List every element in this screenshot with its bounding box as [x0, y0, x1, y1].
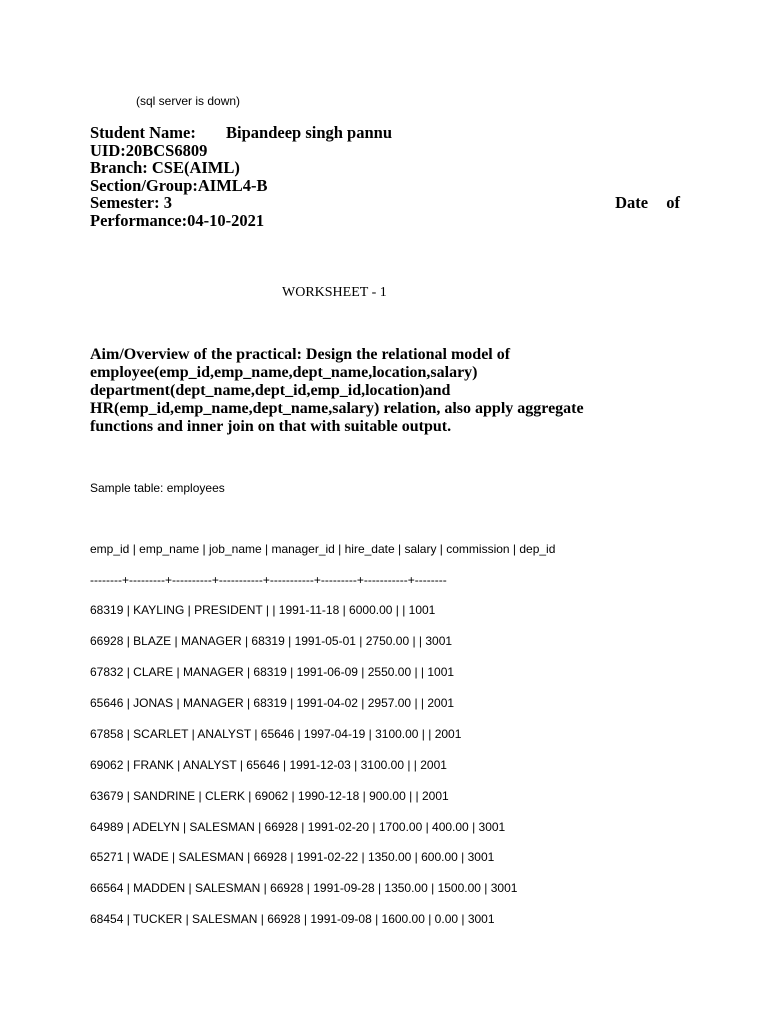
sample-table-title: Sample table: employees — [90, 481, 225, 495]
table-row: 66928 | BLAZE | MANAGER | 68319 | 1991-05-01 | 2750.00 | | 3001 — [90, 634, 453, 648]
table-row: 67832 | CLARE | MANAGER | 68319 | 1991-06-09 | 2550.00 | | 1001 — [90, 665, 455, 679]
aim-line: department(dept_name,dept_id,emp_id,location)and — [90, 382, 451, 399]
branch-line: Branch: CSE(AIML) — [90, 158, 240, 178]
table-row: 68454 | TUCKER | SALESMAN | 66928 | 1991-09-08 | 1600.00 | 0.00 | 3001 — [90, 912, 495, 926]
table-row: 68319 | KAYLING | PRESIDENT | | 1991-11-18 | 6000.00 | | 1001 — [90, 603, 436, 617]
table-row: 69062 | FRANK | ANALYST | 65646 | 1991-12-03 | 3100.00 | | 2001 — [90, 758, 447, 772]
date-label: Date of — [615, 193, 680, 213]
aim-line: functions and inner join on that with suitable output. — [90, 418, 452, 435]
student-info-header — [90, 124, 680, 230]
worksheet-title: WORKSHEET - 1 — [282, 285, 387, 300]
aim-line: HR(emp_id,emp_name,dept_name,salary) relation, also apply aggregate — [90, 400, 584, 417]
semester-line — [90, 194, 680, 212]
table-header: emp_id | emp_name | job_name | manager_id | hire_date | salary | commission | dep_id — [90, 542, 556, 556]
aim-line: Aim/Overview of the practical: Design the relational model of — [90, 346, 511, 363]
performance-line: Performance:04-10-2021 — [90, 210, 265, 230]
student-name-value: Bipandeep singh pannu — [226, 123, 393, 142]
server-note: (sql server is down) — [136, 94, 241, 108]
uid-line: UID:20BCS6809 — [90, 140, 208, 160]
table-row: 65646 | JONAS | MANAGER | 68319 | 1991-04-02 | 2957.00 | | 2001 — [90, 696, 455, 710]
table-row: 67858 | SCARLET | ANALYST | 65646 | 1997-04-19 | 3100.00 | | 2001 — [90, 727, 462, 741]
table-row: 66564 | MADDEN | SALESMAN | 66928 | 1991-09-28 | 1350.00 | 1500.00 | 3001 — [90, 881, 518, 895]
table-row: 65271 | WADE | SALESMAN | 66928 | 1991-02-22 | 1350.00 | 600.00 | 3001 — [90, 850, 495, 864]
table-row: 63679 | SANDRINE | CLERK | 69062 | 1990-12-18 | 900.00 | | 2001 — [90, 789, 449, 803]
aim-line: employee(emp_id,emp_name,dept_name,location,salary) — [90, 364, 478, 381]
table-row: 64989 | ADELYN | SALESMAN | 66928 | 1991-02-20 | 1700.00 | 400.00 | 3001 — [90, 820, 506, 834]
section-line: Section/Group:AIML4-B — [90, 175, 268, 195]
student-name-label: Student Name: — [90, 123, 196, 142]
semester-text: Semester: 3 — [90, 193, 173, 213]
aim-paragraph — [90, 346, 690, 436]
student-name-line — [90, 124, 680, 142]
table-separator: --------+---------+----------+-----------+-----------+---------+-----------+-------- — [90, 573, 447, 587]
